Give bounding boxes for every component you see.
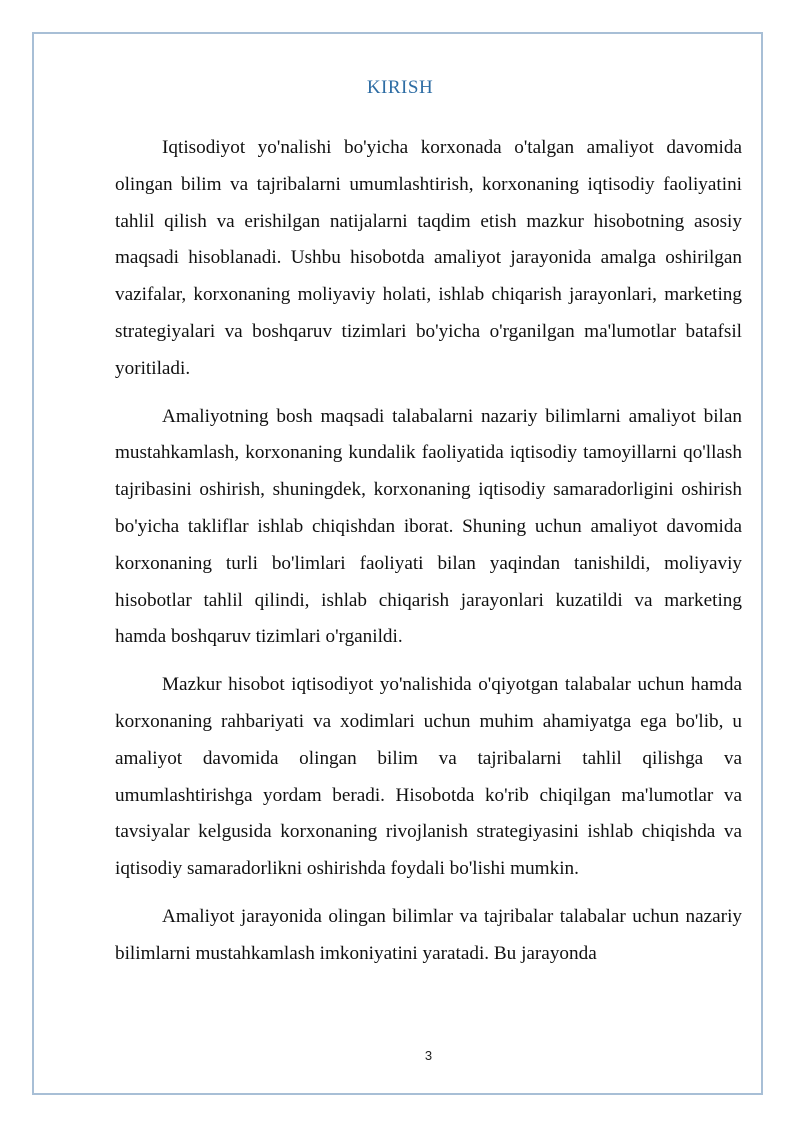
page-number: 3 <box>424 1048 433 1063</box>
paragraph-2: Amaliyotning bosh maqsadi talabalarni nazariy bilimlarni amaliyot bilan mustahkamlash, korxonaning kundalik faoliyatida iqtisodiy tamoyillarni qo'llash tajribasini oshirish, shuningdek, korxonaning iqtisodiy samaradorligini oshirish bo'yicha takliflar ishlab chiqishdan iborat. Shuning uchun amaliyot davomida korxonaning turli bo'limlari faoliyati bilan yaqindan tanishildi, moliyaviy hisobotlar tahlil qilindi, ishlab chiqarish jarayonlari kuzatildi va marketing hamda boshqaruv tizimlari o'rganildi. <box>115 405 742 648</box>
paragraph-1: Iqtisodiyot yo'nalishi bo'yicha korxonada o'talgan amaliyot davomida olingan bilim va tajribalarni umumlashtirish, korxonaning iqtisodiy faoliyatini tahlil qilish va erishilgan natijalarni taqdim etish mazkur hisobotning asosiy maqsadi hisoblanadi. Ushbu hisobotda amaliyot jarayonida amalga oshirilgan vazifalar, korxonaning moliyaviy holati, ishlab chiqarish jarayonlari, marketing strategiyalari va boshqaruv tizimlari bo'yicha o'rganilgan ma'lumotlar batafsil yoritiladi. <box>115 137 742 379</box>
paragraph-3: Mazkur hisobot iqtisodiyot yo'nalishida o'qiyotgan talabalar uchun hamda korxonaning rahbariyati va xodimlari uchun muhim ahamiyatga ega bo'lib, u amaliyot davomida olingan bilim va tajribalarni tahlil qilishga va umumlashtirishga yordam beradi. Hisobotda ko'rib chiqilgan ma'lumotlar va tavsiyalar kelgusida korxonaning rivojlanish strategiyasini ishlab chiqishda va iqtisodiy samaradorlikni oshirishda foydali bo'lishi mumkin. <box>115 674 742 880</box>
document-body <box>115 130 742 984</box>
section-heading: KIRISH <box>366 77 434 98</box>
paragraph-4: Amaliyot jarayonida olingan bilimlar va tajribalar talabalar uchun nazariy bilimlarni mustahkamlash imkoniyatini yaratadi. Bu jarayonda <box>115 905 742 964</box>
